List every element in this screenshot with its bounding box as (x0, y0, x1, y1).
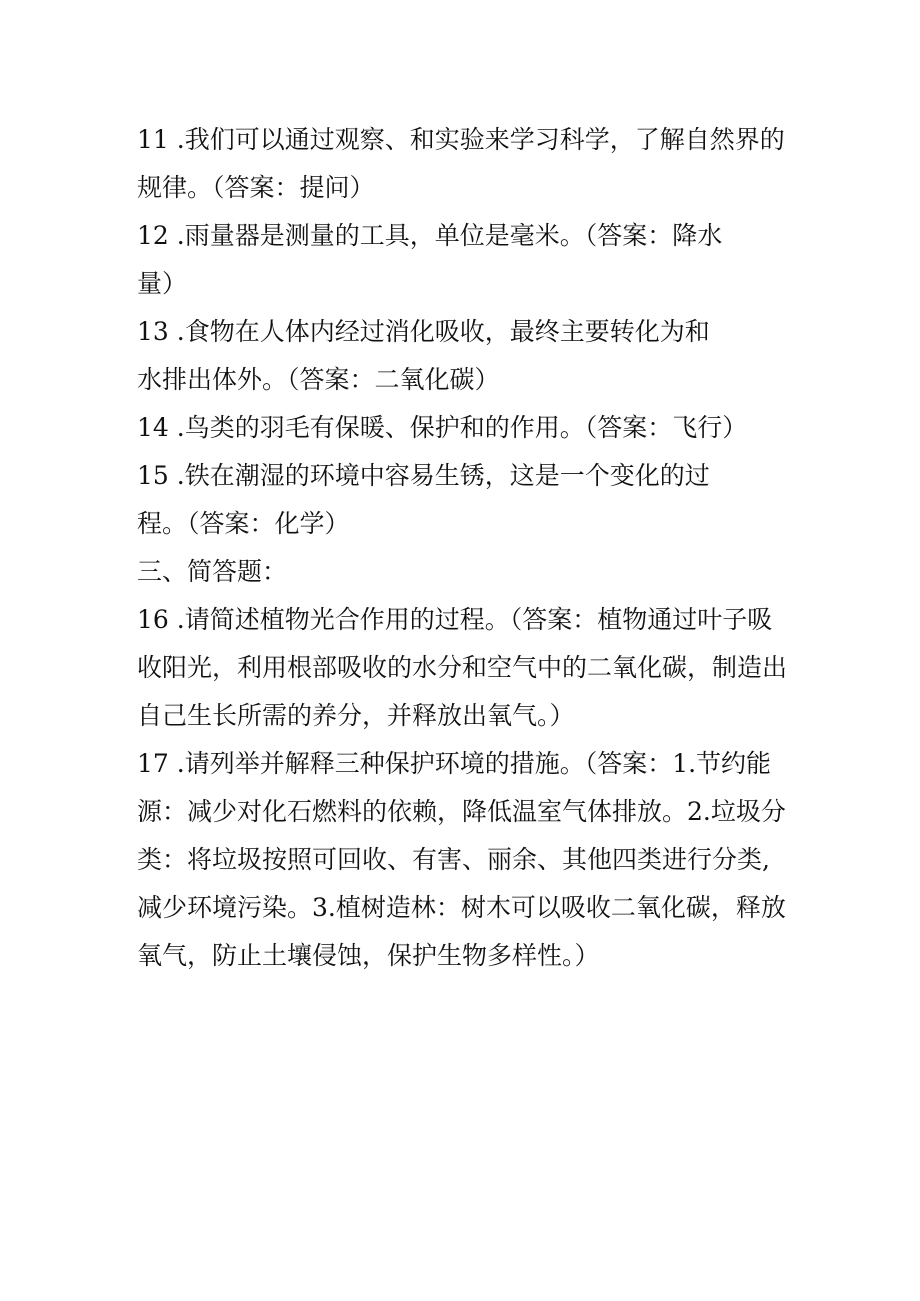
question-15 (137, 452, 787, 548)
question-17 (137, 740, 787, 980)
question-16-line-1: 16 .请简述植物光合作用的过程。（答案：植物通过叶子吸 (137, 605, 773, 634)
question-11-line-2: 规律。（答案：提问） (137, 173, 375, 202)
question-13 (137, 308, 787, 404)
question-16-line-3: 自己生长所需的养分，并释放出氧气。） (137, 701, 575, 730)
question-17-line-5: 氧气，防止土壤侵蚀，保护生物多样性。） (137, 941, 600, 970)
question-16-line-2: 收阳光，利用根部吸收的水分和空气中的二氧化碳，制造出 (137, 653, 788, 682)
question-15-line-1: 15 .铁在潮湿的环境中容易生锈，这是一个变化的过 (137, 461, 710, 490)
question-16 (137, 596, 787, 740)
question-14-line-1: 14 .鸟类的羽毛有保暖、保护和的作用。（答案：飞行） (137, 413, 748, 442)
question-13-line-2: 水排出体外。（答案：二氧化碳） (137, 365, 500, 394)
question-11 (137, 116, 787, 212)
question-12-line-2: 量） (137, 269, 188, 298)
question-12 (137, 212, 787, 308)
question-17-line-4: 减少环境污染。3.植树造林：树木可以吸收二氧化碳，释放 (137, 893, 786, 922)
question-17-line-1: 17 .请列举并解释三种保护环境的措施。（答案：1.节约能 (137, 749, 772, 778)
question-17-line-3: 类：将垃圾按照可回收、有害、丽余、其他四类进行分类, (137, 845, 770, 874)
question-17-line-2: 源：减少对化石燃料的依赖，降低温室气体排放。2.垃圾分 (137, 797, 786, 826)
question-13-line-1: 13 .食物在人体内经过消化吸收，最终主要转化为和 (137, 317, 710, 346)
question-14 (137, 404, 787, 452)
question-12-line-1: 12 .雨量器是测量的工具，单位是毫米。（答案：降水 (137, 221, 723, 250)
question-11-line-1: 11 .我们可以通过观察、和实验来学习科学，了解自然界的 (137, 125, 785, 154)
document-body (137, 116, 787, 980)
question-15-line-2: 程。（答案：化学） (137, 509, 350, 538)
section-heading: 三、简答题： (137, 557, 288, 586)
